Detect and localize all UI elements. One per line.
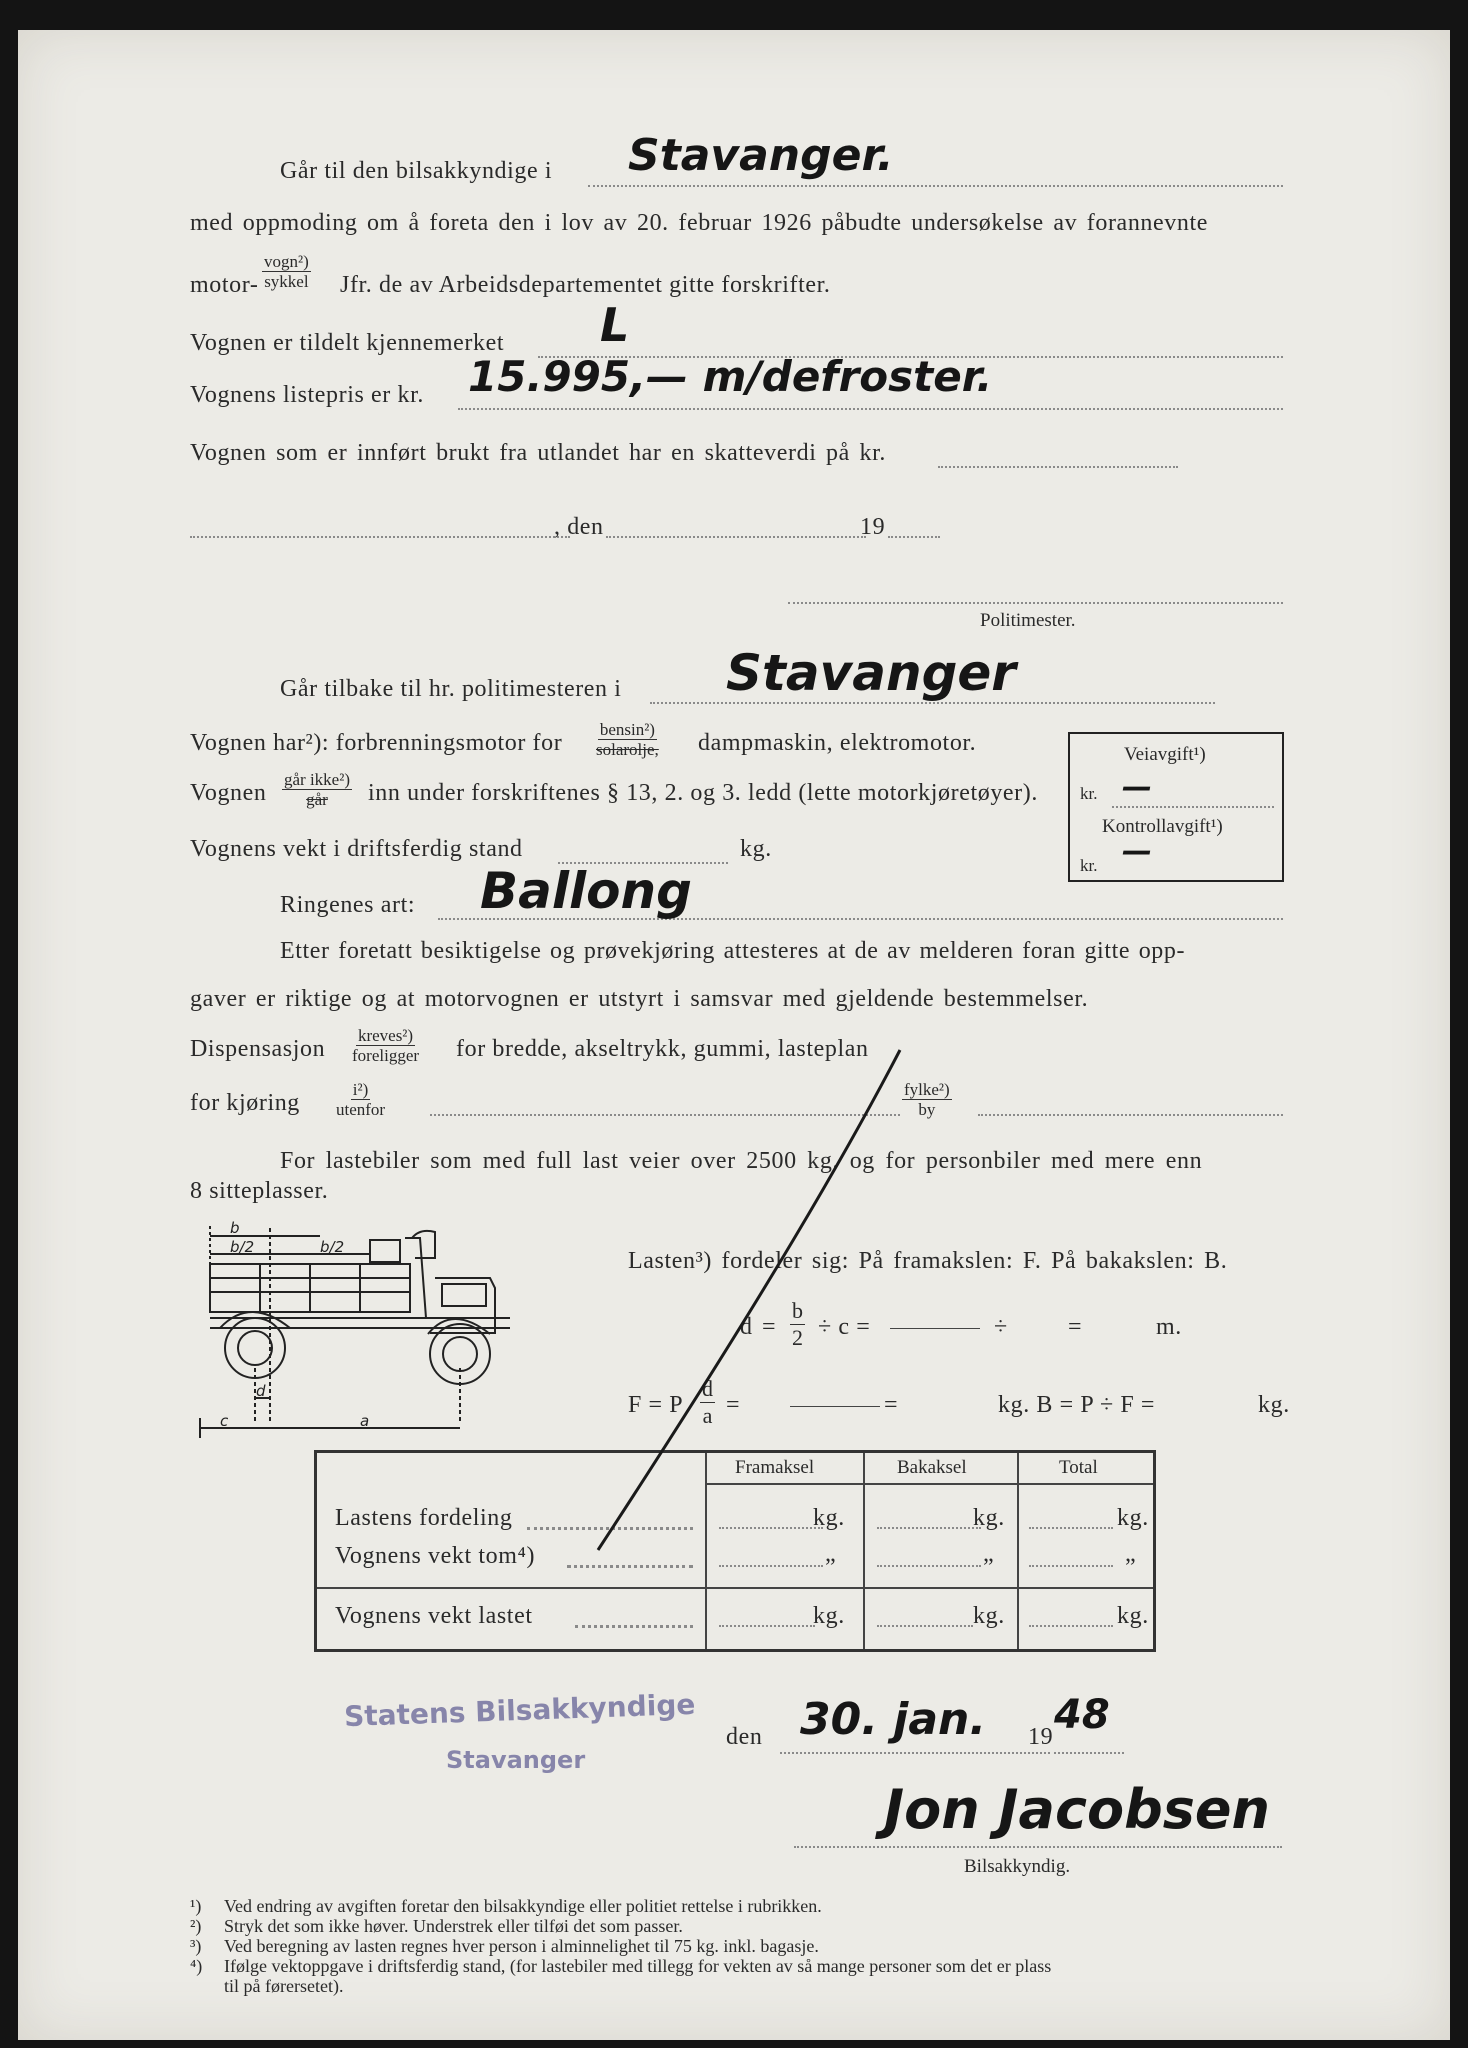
den-label: den (726, 1724, 763, 1750)
formula-eq2: = (1068, 1314, 1083, 1340)
forskrift-text: inn under forskriftenes § 13, 2. og 3. ledd (lette motorkjøretøyer). (368, 780, 1038, 806)
listepris-label: Vognens listepris er kr. (190, 382, 424, 408)
row-label: Vognens vekt tom⁴) (335, 1543, 536, 1569)
footnote-text: til på førersetet). (224, 1976, 344, 1996)
handwritten-signature: Jon Jacobsen (884, 1778, 1270, 1841)
handwritten-ringenes: Ballong (480, 862, 692, 920)
lastebiler-line1: For lastebiler som med full last veier over 2500 kg. og for personbiler med mere enn (280, 1148, 1203, 1174)
handwritten-dash: — (1122, 770, 1152, 805)
dispensasjon-label: Dispensasjon (190, 1036, 326, 1062)
i-utenfor-fraction: i²) utenfor (336, 1080, 386, 1119)
cell-unit: kg. (973, 1603, 1005, 1629)
dotted-line (1112, 806, 1274, 808)
cell-unit: „ (825, 1541, 837, 1567)
oppmoding-text: med oppmoding om å foreta den i lov av 20. februar 1926 påbudte undersøkelse av forannevnte (190, 210, 1208, 236)
row-label: Lastens fordeling (335, 1505, 513, 1531)
dim-label-b: b (230, 1219, 240, 1237)
dotted-line (877, 1625, 973, 1627)
footnote-text: Ved beregning av lasten regnes hver person i alminnelighet til 75 kg. inkl. bagasje. (224, 1936, 819, 1956)
dotted-line (575, 1625, 693, 1628)
dotted-line (788, 602, 1283, 604)
kr-label: kr. (1080, 784, 1098, 803)
etter-line2: gaver er riktige og at motorvognen er utstyrt i samsvar med gjeldende bestemmelser. (190, 986, 1089, 1012)
formula-eq3: = (726, 1392, 741, 1418)
motor-suffix: dampmaskin, elektromotor. (698, 730, 977, 756)
table-row-rule (317, 1587, 1153, 1589)
kr-label: kr. (1080, 856, 1098, 875)
cell-unit: „ (983, 1541, 995, 1567)
formula-d: d (740, 1314, 753, 1340)
b-over-2-fraction: $\frac{b}{2}$ (792, 1298, 803, 1350)
formula-eq4: = (884, 1392, 899, 1418)
table-header: Total (1059, 1457, 1098, 1478)
formula-f-eq-p: F = P (628, 1392, 684, 1418)
dotted-line (780, 1752, 1050, 1754)
den-label: , den (554, 514, 604, 540)
kreves-fraction: kreves²) foreligger (352, 1026, 420, 1065)
dotted-line (938, 466, 1178, 468)
cell-unit: kg. (813, 1505, 845, 1531)
cancel-stroke (578, 1030, 918, 1570)
bensin-fraction: bensin²) solarolje, (596, 720, 659, 759)
dim-label-a: a (360, 1412, 370, 1430)
dotted-line (1029, 1565, 1113, 1567)
vekt-label: Vognens vekt i driftsferdig stand (190, 836, 523, 862)
table-header: Framaksel (735, 1457, 815, 1478)
dotted-line (650, 702, 1215, 704)
kjoring-label: for kjøring (190, 1090, 300, 1116)
formula-minus-c: ÷ c = (818, 1314, 871, 1340)
year-prefix: 19 (1028, 1724, 1054, 1750)
kg-label: kg. (740, 836, 772, 862)
kontrollavgift-label: Kontrollavgift¹) (1102, 816, 1223, 837)
dim-label-c: c (220, 1412, 229, 1430)
cell-unit: kg. (813, 1603, 845, 1629)
dotted-line (1029, 1527, 1113, 1529)
formula-eq: = (762, 1314, 777, 1340)
footnote-text: Ifølge vektoppgave i driftsferdig stand, (for lastebiler med tillegg for vekten av så mange personer som det er plass (224, 1956, 1052, 1976)
jfr-text: Jfr. de av Arbeidsdepartementet gitte forskrifter. (340, 272, 831, 298)
fylke-by-fraction: fylke²) by (904, 1080, 950, 1119)
handwritten-listepris: 15.995,— m/defroster. (468, 352, 993, 401)
footnote-marker: ¹) (190, 1896, 202, 1916)
handwritten-tilbake: Stavanger (726, 644, 1016, 702)
vogn-sykkel-fraction: vogn²) sykkel (264, 252, 309, 291)
handwritten-place: Stavanger. (628, 130, 894, 181)
handwritten-date: 30. jan. (800, 1694, 987, 1745)
dotted-line (606, 536, 866, 538)
motor-label: motor- (190, 272, 259, 298)
lasten-text: Lasten³) fordeler sig: På framakslen: F. På bakakslen: B. (628, 1248, 1228, 1274)
cell-unit: kg. (973, 1505, 1005, 1531)
footnote-marker: ³) (190, 1936, 202, 1956)
dotted-line (794, 1846, 1282, 1848)
dotted-line (1029, 1625, 1113, 1627)
handwritten-year: 48 (1054, 1692, 1110, 1738)
motor-prefix: Vognen har²): forbrenningsmotor for (190, 730, 563, 756)
stamp-line2: Stavanger (446, 1746, 586, 1774)
handwritten-kjennemerke: L (600, 298, 630, 352)
dotted-line (458, 408, 1283, 410)
vognen-label: Vognen (190, 780, 267, 806)
politimester-label: Politimester. (980, 610, 1076, 631)
kjennemerke-label: Vognen er tildelt kjennemerket (190, 330, 505, 356)
cell-unit: kg. (1117, 1603, 1149, 1629)
dim-label-b-half: b/2 (320, 1238, 345, 1256)
dotted-line (1054, 1752, 1124, 1754)
dotted-line (190, 536, 570, 538)
footnote-marker: ²) (190, 1916, 202, 1936)
footnote-text: Ved endring av avgiften foretar den bilsakkyndige eller politiet rettelse i rubrikken. (224, 1896, 822, 1916)
ringenes-label: Ringenes art: (280, 892, 416, 918)
footnote-text: Stryk det som ikke høver. Understrek eller tilføi det som passer. (224, 1916, 683, 1936)
table-header: Bakaksel (897, 1457, 967, 1478)
cell-unit: „ (1125, 1541, 1137, 1567)
bilsakkyndig-label: Bilsakkyndig. (964, 1856, 1071, 1877)
truck-diagram (190, 1218, 610, 1458)
formula-kg-end: kg. (1258, 1392, 1290, 1418)
gar-fraction: går ikke²) går (284, 770, 350, 809)
lastebiler-line2: 8 sitteplasser. (190, 1178, 329, 1204)
formula-m: m. (1156, 1314, 1182, 1340)
dim-label-b-half: b/2 (230, 1238, 255, 1256)
etter-line1: Etter foretatt besiktigelse og prøvekjøring attesteres at de av melderen foran gitte opp- (280, 938, 1186, 964)
stamp-line1: Statens Bilsakkyndige (343, 1687, 696, 1734)
dotted-line (978, 1114, 1283, 1116)
dispensasjon-suffix: for bredde, akseltrykk, gummi, lasteplan (456, 1036, 869, 1062)
skatteverdi-label: Vognen som er innført brukt fra utlandet har en skatteverdi på kr. (190, 440, 886, 466)
veiavgift-label: Veiavgift¹) (1124, 744, 1206, 765)
gar-til-label: Går til den bilsakkyndige i (280, 158, 553, 184)
avgift-box (1068, 732, 1284, 882)
dotted-line (588, 185, 1283, 187)
tilbake-label: Går tilbake til hr. politimesteren i (280, 676, 622, 702)
formula-div: ÷ (994, 1314, 1008, 1340)
document-page (18, 30, 1450, 2040)
footnote-marker: ⁴) (190, 1956, 203, 1976)
cell-unit: kg. (1117, 1505, 1149, 1531)
dotted-line (888, 536, 940, 538)
handwritten-dash: — (1122, 834, 1152, 869)
row-label: Vognens vekt lastet (335, 1603, 533, 1629)
year-prefix: 19 (860, 514, 886, 540)
dotted-line (719, 1625, 815, 1627)
d-over-a-fraction: $\frac{d}{a}$ (702, 1376, 713, 1428)
dim-label-d: d (256, 1382, 266, 1400)
formula-kg-b: kg. B = P ÷ F = (998, 1392, 1156, 1418)
